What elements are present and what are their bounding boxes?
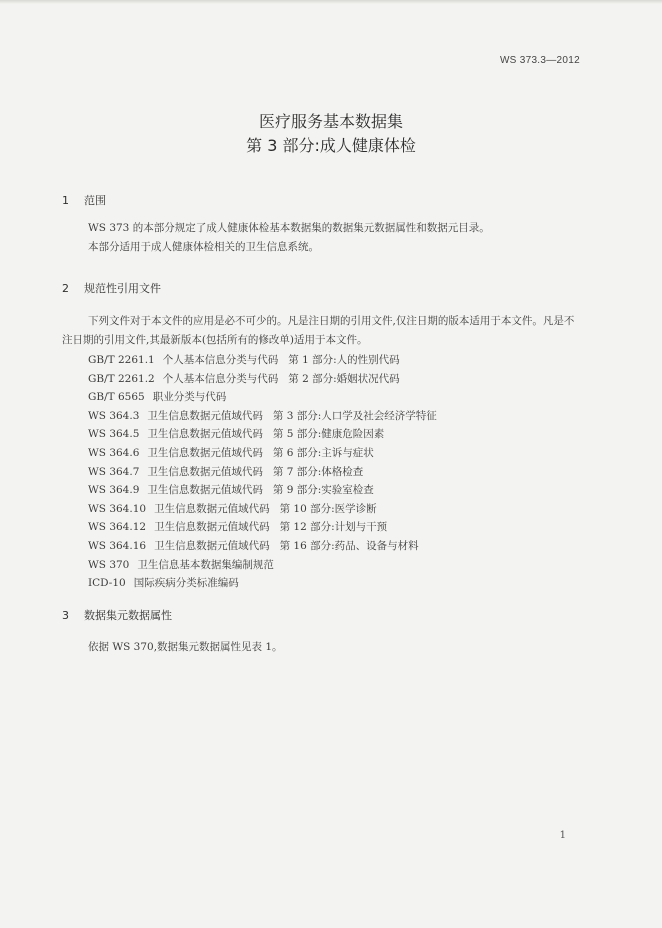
reference-title: 职业分类与代码 xyxy=(152,391,227,404)
reference-item xyxy=(88,500,588,519)
reference-title: 个人基本信息分类与代码 xyxy=(162,354,279,366)
section-2-intro-text: 下列文件对于本文件的应用是必不可少的。凡是注日期的引用文件,仅注日期的版本适用于本文件。凡是不注日期的引用文件,其最新版本(包括所有的修改单)适用于本文件。 xyxy=(62,315,575,346)
page-number: 1 xyxy=(559,830,566,841)
reference-item xyxy=(88,388,588,407)
reference-code: WS 364.3 xyxy=(88,409,140,422)
title-line-2: 第 3 部分:成人健康体检 xyxy=(246,136,416,155)
section-1-heading xyxy=(62,192,106,208)
reference-item xyxy=(88,463,588,482)
reference-title: 卫生信息基本数据集编制规范 xyxy=(137,558,274,571)
reference-part: 第 9 部分:实验室检查 xyxy=(272,484,374,497)
reference-item xyxy=(88,518,588,537)
reference-title: 卫生信息数据元值域代码 xyxy=(154,521,270,534)
reference-part: 第 10 部分:医学诊断 xyxy=(279,502,377,515)
section-3-para-1: 依据 WS 370,数据集元数据属性见表 1。 xyxy=(88,641,283,653)
section-1-para-2: 本部分适用于成人健康体检相关的卫生信息系统。 xyxy=(88,241,319,253)
reference-title: 卫生信息数据元值域代码 xyxy=(147,465,263,478)
section-3-heading xyxy=(62,607,172,623)
reference-item xyxy=(88,425,588,444)
section-3-title: 数据集元数据属性 xyxy=(84,609,172,622)
reference-code: WS 364.10 xyxy=(88,502,147,515)
section-3-number: 3 xyxy=(62,609,69,622)
reference-title: 卫生信息数据元值域代码 xyxy=(154,539,270,552)
reference-part: 第 2 部分:婚姻状况代码 xyxy=(288,372,400,385)
reference-code: WS 364.16 xyxy=(88,539,147,552)
reference-item xyxy=(88,407,588,426)
reference-part: 第 6 部分:主诉与症状 xyxy=(272,446,374,459)
reference-title: 卫生信息数据元值域代码 xyxy=(147,484,263,497)
standard-code: WS 373.3—2012 xyxy=(499,55,580,66)
title-line-1: 医疗服务基本数据集 xyxy=(258,112,403,131)
reference-title: 卫生信息数据元值域代码 xyxy=(154,502,270,515)
reference-title: 个人基本信息分类与代码 xyxy=(162,372,279,385)
reference-part: 第 7 部分:体格检查 xyxy=(272,465,364,478)
document-title xyxy=(0,111,662,157)
reference-part: 第 16 部分:药品、设备与材料 xyxy=(279,539,419,552)
section-2-number: 2 xyxy=(62,282,69,295)
section-2-heading xyxy=(62,280,161,296)
reference-code: WS 364.6 xyxy=(88,446,140,459)
reference-part: 第 3 部分:人口学及社会经济学特征 xyxy=(272,409,437,422)
reference-code: GB/T 2261.2 xyxy=(88,372,155,385)
reference-part: 第 5 部分:健康危险因素 xyxy=(272,428,385,441)
normative-references-list xyxy=(88,351,588,593)
reference-code: WS 364.12 xyxy=(88,521,147,534)
reference-title: 卫生信息数据元值域代码 xyxy=(147,446,263,459)
section-3-body xyxy=(62,638,582,657)
reference-title: 卫生信息数据元值域代码 xyxy=(147,428,263,441)
section-1-body xyxy=(62,219,582,257)
reference-code: GB/T 6565 xyxy=(88,391,145,404)
reference-part: 第 1 部分:人的性别代码 xyxy=(288,354,400,366)
section-1-number: 1 xyxy=(62,194,69,207)
reference-item xyxy=(88,556,588,575)
reference-code: WS 370 xyxy=(88,558,130,571)
reference-item xyxy=(88,481,588,500)
section-1-para-1: WS 373 的本部分规定了成人健康体检基本数据集的数据集元数据属性和数据元目录。 xyxy=(88,222,490,234)
reference-code: GB/T 2261.1 xyxy=(88,354,155,366)
section-1-title: 范围 xyxy=(84,194,106,207)
reference-item xyxy=(88,444,588,463)
reference-code: WS 364.7 xyxy=(88,465,140,478)
reference-item xyxy=(88,351,588,370)
reference-title: 卫生信息数据元值域代码 xyxy=(147,409,263,422)
reference-title: 国际疾病分类标准编码 xyxy=(133,577,239,590)
reference-code: WS 364.5 xyxy=(88,428,140,441)
section-2-intro xyxy=(62,312,582,350)
reference-item xyxy=(88,574,588,593)
reference-code: WS 364.9 xyxy=(88,484,140,497)
scan-edge-shadow xyxy=(0,0,662,4)
reference-item xyxy=(88,537,588,556)
reference-code: ICD-10 xyxy=(88,577,126,590)
reference-item xyxy=(88,370,588,389)
reference-part: 第 12 部分:计划与干预 xyxy=(279,521,388,534)
section-2-title: 规范性引用文件 xyxy=(84,282,161,295)
